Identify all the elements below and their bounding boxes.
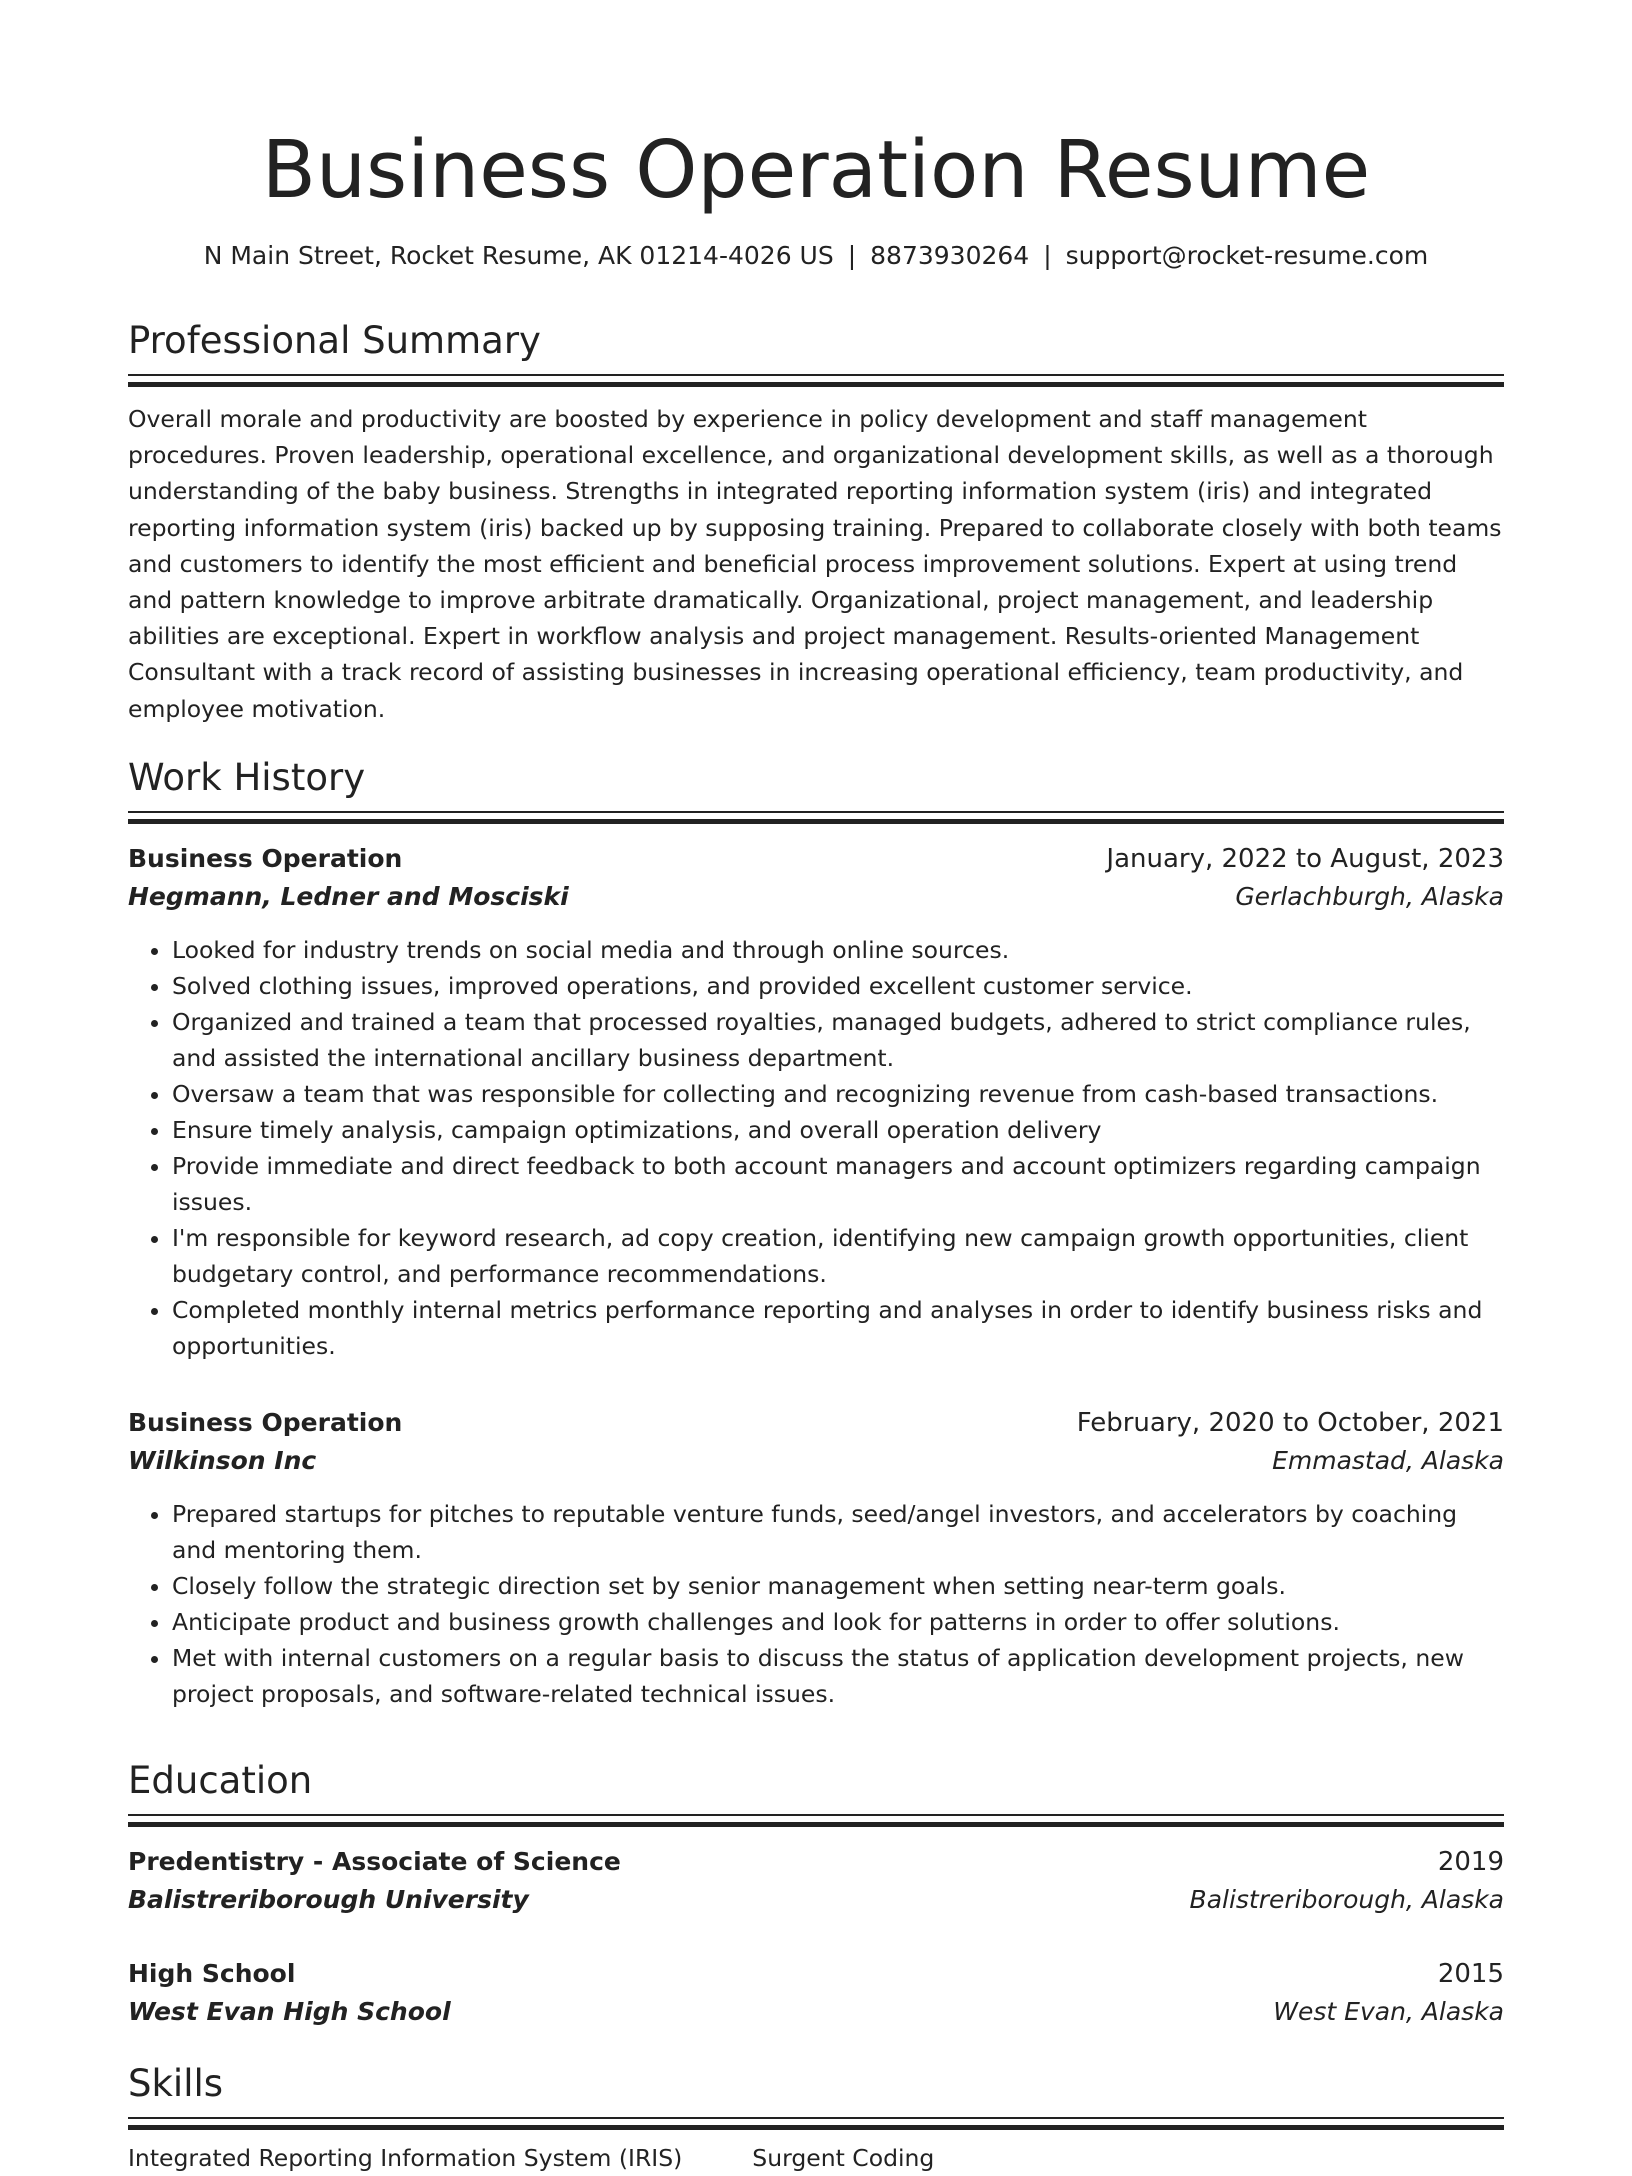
education-school-row bbox=[128, 1881, 1504, 1919]
resume-name: Business Operation Resume bbox=[261, 124, 1371, 216]
education-location: West Evan, Alaska bbox=[1273, 1996, 1504, 2026]
education-header-row bbox=[128, 1843, 1504, 1881]
contact-phone: 8873930264 bbox=[870, 241, 1030, 270]
list-item: • I'm responsible for keyword research, ad copy creation, identifying new campaign growth opportunities, client budgetary control, and performance recommendations. bbox=[172, 1220, 1504, 1292]
education-school: West Evan High School bbox=[128, 1996, 451, 2026]
list-item: • Provide immediate and direct feedback to both account managers and account optimizers regarding campaign issues. bbox=[172, 1148, 1504, 1220]
education-entry bbox=[128, 1843, 1504, 1919]
job-entry bbox=[128, 1404, 1504, 1712]
education-degree: High School bbox=[128, 1958, 296, 1988]
section-divider bbox=[128, 374, 1504, 387]
list-item: • Looked for industry trends on social media and through online sources. bbox=[172, 932, 1504, 968]
job-dates: February, 2020 to October, 2021 bbox=[1076, 1407, 1504, 1438]
list-item: • Solved clothing issues, improved operations, and provided excellent customer service. bbox=[172, 968, 1504, 1004]
section-divider bbox=[128, 1814, 1504, 1827]
skill-item: Surgent Coding bbox=[752, 2143, 935, 2172]
list-item: • Prepared startups for pitches to reputable venture funds, seed/angel investors, and accelerators by coaching and mentoring them. bbox=[172, 1496, 1504, 1568]
list-item: • Completed monthly internal metrics performance reporting and analyses in order to identify business risks and opportunities. bbox=[172, 1292, 1504, 1364]
section-title-education: Education bbox=[128, 1758, 313, 1802]
contact-line bbox=[128, 240, 1504, 272]
section-divider bbox=[128, 2117, 1504, 2130]
job-header-row bbox=[128, 1404, 1504, 1442]
section-title-summary: Professional Summary bbox=[128, 319, 541, 362]
job-header-row bbox=[128, 840, 1504, 878]
education-header-row bbox=[128, 1955, 1504, 1993]
list-item: • Met with internal customers on a regular basis to discuss the status of application development projects, new project proposals, and software-related technical issues. bbox=[172, 1640, 1504, 1712]
contact-address: N Main Street, Rocket Resume, AK 01214-4026 US bbox=[203, 241, 834, 270]
job-bullets bbox=[128, 1496, 1504, 1712]
education-school-row bbox=[128, 1993, 1504, 2031]
education-year: 2019 bbox=[1437, 1846, 1504, 1877]
education-school: Balistreriborough University bbox=[128, 1884, 529, 1914]
skills-section bbox=[128, 2061, 1504, 2176]
skills-list bbox=[128, 2140, 1504, 2176]
job-bullets bbox=[128, 932, 1504, 1364]
list-item: • Oversaw a team that was responsible for collecting and recognizing revenue from cash-based transactions. bbox=[172, 1076, 1504, 1112]
contact-separator: | bbox=[847, 241, 857, 270]
education-year: 2015 bbox=[1437, 1958, 1504, 1989]
education-location: Balistreriborough, Alaska bbox=[1189, 1884, 1504, 1914]
education-entry bbox=[128, 1955, 1504, 2031]
list-item: • Closely follow the strategic direction set by senior management when setting near-term goals. bbox=[172, 1568, 1504, 1604]
summary-section bbox=[128, 318, 1504, 727]
job-employer: Hegmann, Ledner and Mosciski bbox=[128, 881, 569, 911]
list-item: • Organized and trained a team that processed royalties, managed budgets, adhered to strict compliance rules, and assisted the international ancillary business department. bbox=[172, 1004, 1504, 1076]
job-employer-row bbox=[128, 1442, 1504, 1480]
contact-separator: | bbox=[1043, 241, 1052, 270]
education-section bbox=[128, 1758, 1504, 2031]
section-divider bbox=[128, 811, 1504, 824]
job-employer-row bbox=[128, 878, 1504, 916]
job-employer: Wilkinson Inc bbox=[128, 1445, 317, 1475]
job-title: Business Operation bbox=[128, 1407, 403, 1437]
contact-email: support@rocket-resume.com bbox=[1065, 241, 1429, 270]
job-location: Emmastad, Alaska bbox=[1272, 1445, 1504, 1475]
job-dates: January, 2022 to August, 2023 bbox=[1106, 843, 1504, 874]
job-title: Business Operation bbox=[128, 843, 403, 873]
education-degree: Predentistry - Associate of Science bbox=[128, 1846, 621, 1876]
list-item: • Anticipate product and business growth challenges and look for patterns in order to offer solutions. bbox=[172, 1604, 1504, 1640]
job-entry bbox=[128, 840, 1504, 1364]
resume-page bbox=[128, 0, 1504, 2176]
job-location: Gerlachburgh, Alaska bbox=[1235, 881, 1504, 911]
section-title-work: Work History bbox=[128, 755, 366, 799]
summary-text: Overall morale and productivity are boosted by experience in policy development and staff management procedures. Proven leadership, operational excellence, and organizational development skills, as well as a thorough understanding of the baby business. Strengths in integrated reporting information system (iris) and integrated reporting information system (iris) backed up by supposing training. Prepared to collaborate closely with both teams and customers to identify the most efficient and beneficial process improvement solutions. Expert at using trend and pattern knowledge to improve arbitrate dramatically. Organizational, project management, and leadership abilities are exceptional. Expert in workflow analysis and project management. Results-oriented Management Consultant with a track record of assisting businesses in increasing operational efficiency, team productivity, and employee motivation. bbox=[128, 405, 1502, 723]
work-section bbox=[128, 755, 1504, 1712]
skill-item: Integrated Reporting Information System (IRIS) bbox=[128, 2143, 683, 2172]
list-item: • Ensure timely analysis, campaign optimizations, and overall operation delivery bbox=[172, 1112, 1504, 1148]
section-title-skills: Skills bbox=[128, 2061, 224, 2105]
